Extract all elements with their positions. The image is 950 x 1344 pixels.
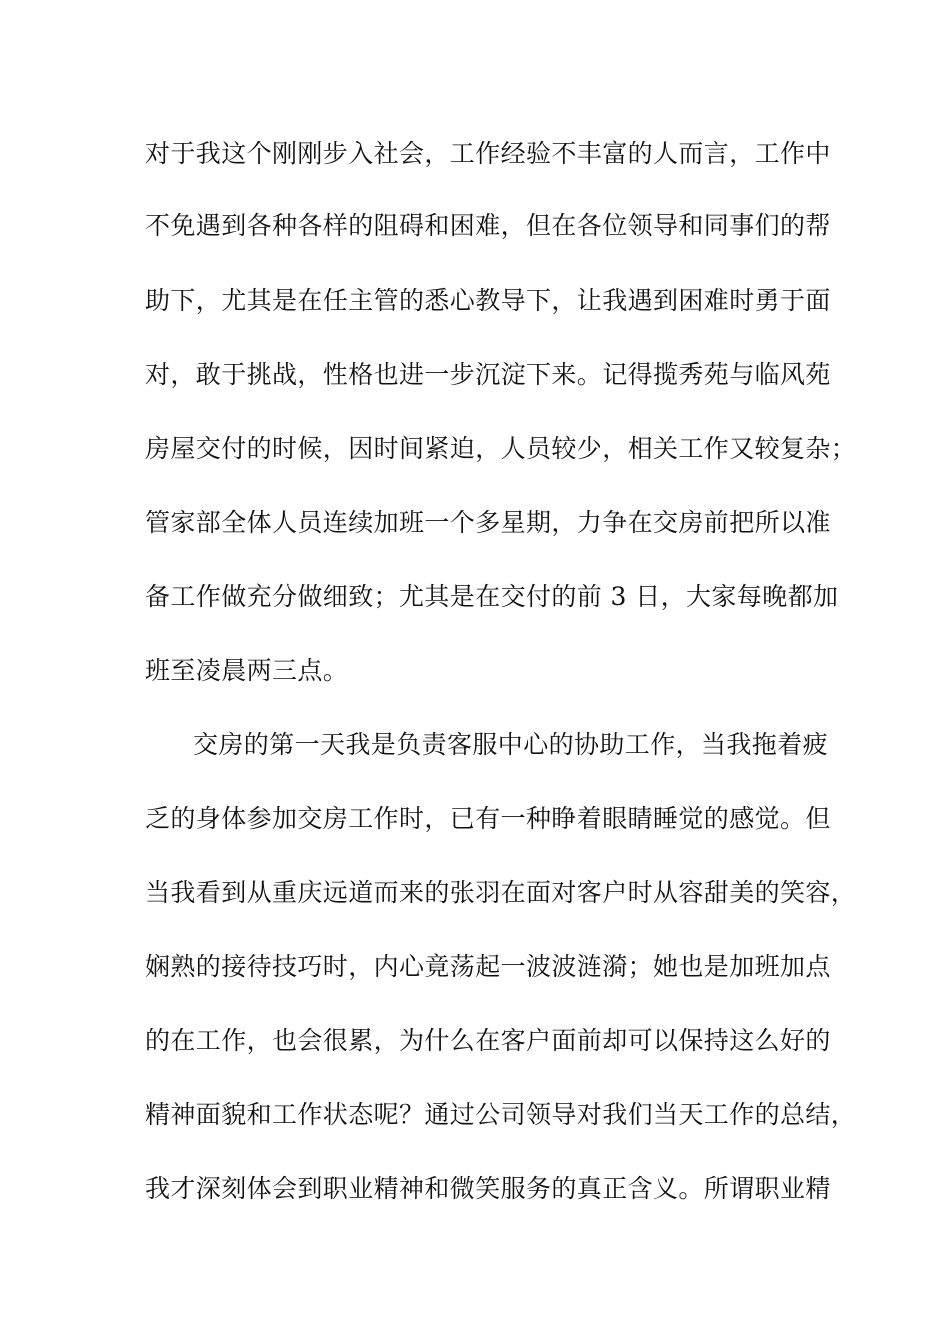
text-line: 管家部全体人员连续加班一个多星期，力争在交房前把所以准 xyxy=(145,508,831,537)
text-line: 精神面貌和工作状态呢？通过公司领导对我们当天工作的总结， xyxy=(145,1100,857,1129)
text-line: 班至凌晨两三点。 xyxy=(145,656,349,685)
paragraph-first-line: 交房的第一天我是负责客服中心的协助工作，当我拖着疲 xyxy=(193,730,829,759)
text-line: 备工作做充分做细致；尤其是在交付的前 3 日，大家每晚都加 xyxy=(145,582,839,611)
text-line: 对，敢于挑战，性格也进一步沉淀下来。记得揽秀苑与临风苑 xyxy=(145,360,831,389)
text-line: 当我看到从重庆远道而来的张羽在面对客户时从容甜美的笑容， xyxy=(145,878,857,907)
text-line: 房屋交付的时候，因时间紧迫，人员较少，相关工作又较复杂； xyxy=(145,434,857,463)
text-line: 不免遇到各种各样的阻碍和困难，但在各位领导和同事们的帮 xyxy=(145,211,831,240)
text-line: 对于我这个刚刚步入社会，工作经验不丰富的人而言，工作中 xyxy=(145,139,831,168)
text-line: 娴熟的接待技巧时，内心竟荡起一波波涟漪；她也是加班加点 xyxy=(145,952,831,981)
text-line: 我才深刻体会到职业精神和微笑服务的真正含义。所谓职业精 xyxy=(145,1174,831,1203)
text-line: 乏的身体参加交房工作时，已有一种睁着眼睛睡觉的感觉。但 xyxy=(145,804,831,833)
text-line: 助下，尤其是在任主管的悉心教导下，让我遇到困难时勇于面 xyxy=(145,286,831,315)
text-line: 的在工作，也会很累，为什么在客户面前却可以保持这么好的 xyxy=(145,1026,831,1055)
